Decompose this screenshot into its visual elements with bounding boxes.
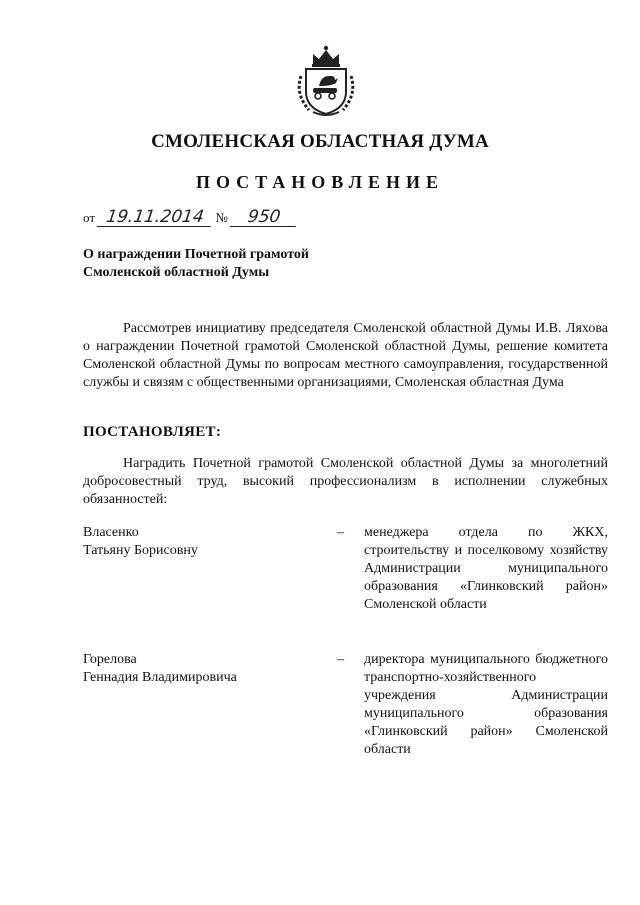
awardee-name (83, 651, 237, 687)
organization-title: СМОЛЕНСКАЯ ОБЛАСТНАЯ ДУМА (151, 131, 489, 152)
awardee-surname: Горелова (83, 652, 137, 667)
subject-line-2: Смоленской областной Думы (83, 265, 270, 280)
awardee-given-names: Татьяну Борисовну (83, 543, 198, 558)
awardee-position: менеджера отдела по ЖКХ, строительству и поселковому хозяйству Администрации муниципального образования «Глинковский район» Смоленской области (364, 525, 608, 612)
awardee-given-names: Геннадия Владимировича (83, 670, 237, 685)
handwritten-number: 950 (230, 208, 299, 227)
awardee-surname: Власенко (83, 525, 139, 540)
preamble-paragraph: Рассмотрев инициативу председателя Смоленской областной Думы И.В. Ляхова о награждении Почетной грамотой Смоленской областной Думы, решение комитета Смоленской областной Думы по вопросам местного самоуправления, государственной службы и связям с общественными организациями, Смоленская областная Дума (83, 321, 608, 390)
resolve-heading: ПОСТАНОВЛЯЕТ: (83, 424, 222, 440)
document-type-title: ПОСТАНОВЛЕНИЕ (195, 172, 445, 192)
number-prefix: № (215, 210, 228, 225)
subject-line-1: О награждении Почетной грамотой (83, 247, 309, 262)
decision-paragraph: Наградить Почетной грамотой Смоленской областной Думы за многолетний добросовестный труд, высокий профессионализм в исполнении служебных обязанностей: (83, 456, 608, 507)
awardee-name (83, 524, 198, 560)
smolensk-coat-of-arms-icon (291, 42, 361, 118)
awardee-position: директора муниципального бюджетного транспортно-хозяйственного учреждения Администрации муниципального образования «Глинковский район» Смоленской области (364, 652, 608, 757)
handwritten-date: 19.11.2014 (97, 208, 214, 227)
date-prefix: от (83, 210, 96, 225)
date-number-line (83, 208, 297, 227)
awardee-dash: – (337, 525, 344, 540)
awardee-dash: – (337, 652, 344, 667)
document-subject (83, 246, 309, 282)
